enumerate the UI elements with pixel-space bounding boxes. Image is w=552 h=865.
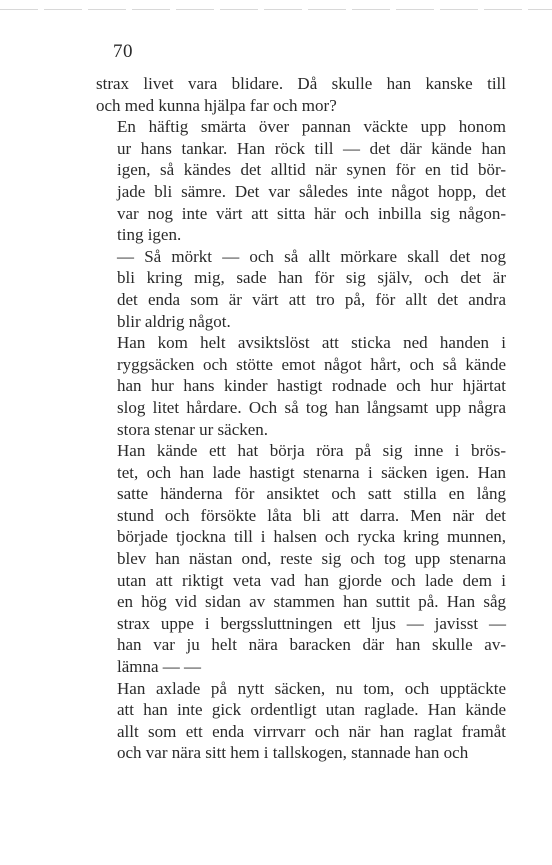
text-line: tet, och han lade hastigt stenarna i säcken igen. Han bbox=[117, 462, 506, 482]
text-line: stund och försökte låta bli att darra. Men när det bbox=[117, 505, 506, 525]
text-line: Han kände ett hat börja röra på sig inne i brös- bbox=[117, 441, 506, 461]
text-line: strax livet vara blidare. Då skulle han kanske till bbox=[96, 74, 506, 93]
text-line: utan att riktigt veta vad han gjorde och lade dem i bbox=[117, 570, 506, 590]
text-line: Han kom helt avsiktslöst att sticka ned handen i bbox=[117, 333, 506, 353]
text-line: Han axlade på nytt säcken, nu tom, och upptäckte bbox=[117, 678, 506, 698]
paragraph bbox=[96, 73, 506, 116]
text-line: allt som ett enda virrvarr och när han raglat framåt bbox=[117, 721, 506, 741]
text-line: ryggsäcken och stötte emot något hårt, och så kände bbox=[117, 354, 506, 374]
text-line: stora stenar ur säcken. bbox=[117, 419, 269, 439]
text-line: och med kunna hjälpa far och mor? bbox=[96, 95, 337, 115]
text-line: blir aldrig något. bbox=[117, 311, 231, 331]
book-page bbox=[96, 40, 506, 764]
paragraph bbox=[96, 116, 506, 246]
paragraph bbox=[96, 678, 506, 764]
text-line: började tjockna till i halsen och rycka kring munnen, bbox=[117, 527, 506, 547]
top-edge-rule bbox=[0, 9, 552, 10]
text-line: att han inte gick ordentligt utan raglade. Han kände bbox=[117, 700, 506, 720]
paragraph bbox=[96, 332, 506, 440]
paragraph bbox=[96, 246, 506, 332]
text-line: igen, så kändes det alltid när synen för en tid bör- bbox=[117, 160, 506, 180]
text-line: han hur hans kinder hastigt rodnade och hur hjärtat bbox=[117, 376, 506, 396]
text-line: bli kring mig, sade han för sig själv, och det är bbox=[117, 268, 506, 288]
text-line: och var nära sitt hem i tallskogen, stannade han och bbox=[117, 743, 469, 763]
text-line: satte händerna för ansiktet och satt stilla en lång bbox=[117, 484, 506, 504]
text-line: jade bli sämre. Det var således inte något hopp, det bbox=[117, 181, 506, 201]
text-line: strax uppe i bergssluttningen ett ljus — javisst — bbox=[117, 613, 506, 633]
text-line: ur hans tankar. Han röck till — det där kände han bbox=[117, 138, 506, 158]
page-number: 70 bbox=[113, 41, 133, 62]
text-body bbox=[96, 73, 506, 764]
text-line: En häftig smärta över pannan väckte upp honom bbox=[117, 117, 506, 137]
text-line: blev han nästan ond, reste sig och tog upp stenarna bbox=[117, 549, 506, 569]
paragraph bbox=[96, 440, 506, 678]
text-line: slog litet hårdare. Och så tog han långsamt upp några bbox=[117, 397, 506, 417]
text-line: lämna — — bbox=[117, 657, 202, 677]
text-line: det enda som är värt att tro på, för allt det andra bbox=[117, 289, 506, 309]
text-line: en hög vid sidan av stammen han suttit på. Han såg bbox=[117, 592, 506, 612]
text-line: — Så mörkt — och så allt mörkare skall det nog bbox=[117, 246, 506, 266]
text-line: var nog inte värt att sitta här och inbilla sig någon- bbox=[117, 203, 506, 223]
text-line: han var ju helt nära baracken där han skulle av- bbox=[117, 635, 506, 655]
text-line: ting igen. bbox=[117, 225, 182, 245]
